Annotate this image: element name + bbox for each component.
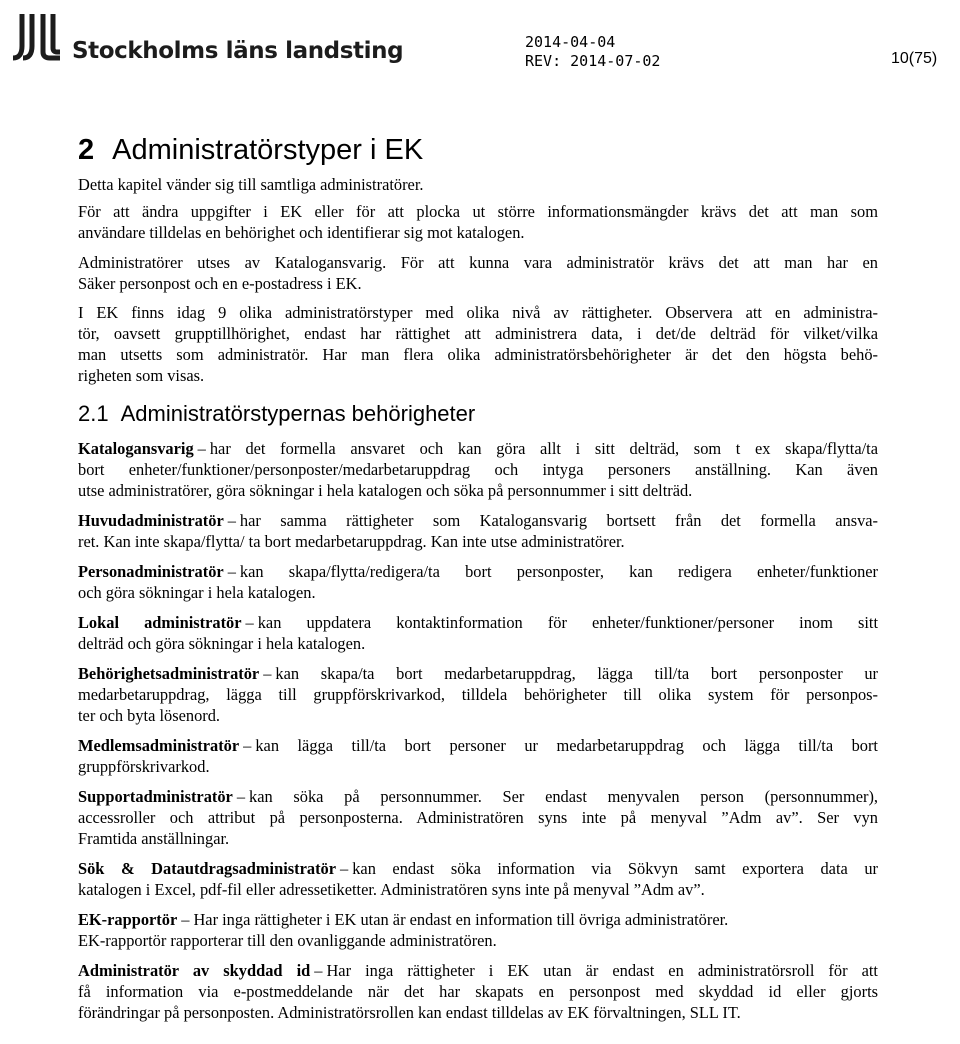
role-description: ret. Kan inte skapa/flytta/ ta bort medarbetaruppdrag. Kan inte utse administratörer. bbox=[78, 532, 625, 551]
page-header bbox=[0, 0, 960, 80]
document-date: 2014-04-04 bbox=[525, 33, 616, 51]
sll-logo bbox=[10, 12, 404, 68]
role-description: kan endast söka information via Sökvyn samt exportera data ur bbox=[352, 859, 878, 878]
role-description: EK-rapportör rapporterar till den ovanliggande administratören. bbox=[78, 931, 497, 950]
role-dash: – bbox=[243, 736, 252, 755]
role-term: Behörighetsadministratör bbox=[78, 664, 260, 683]
role-description: Har inga rättigheter i EK utan är endast en administratörsroll för att bbox=[326, 961, 878, 980]
role-description: kan skapa/ta bort medarbetaruppdrag, lägga till/ta bort personposter ur bbox=[275, 664, 878, 683]
role-description: kan söka på personnummer. Ser endast menyvalen person (personnummer), bbox=[249, 787, 878, 806]
page-number: 10(75) bbox=[891, 50, 938, 67]
role-katalogansvarig bbox=[78, 438, 878, 501]
role-lokal-administrator bbox=[78, 612, 878, 654]
role-description: gruppförskrivarkod. bbox=[78, 757, 210, 776]
role-term: Huvudadministratör bbox=[78, 511, 224, 530]
section-number: 2 bbox=[78, 134, 95, 166]
role-dash: – bbox=[263, 664, 272, 683]
section-title: Administratörstyper i EK bbox=[112, 134, 424, 166]
section-heading bbox=[78, 130, 878, 170]
role-dash: – bbox=[227, 511, 236, 530]
role-dash: – bbox=[227, 562, 236, 581]
subsection-title: Administratörstypernas behörigheter bbox=[120, 401, 476, 426]
role-description: Framtida anställningar. bbox=[78, 829, 230, 848]
role-term: Medlemsadministratör bbox=[78, 736, 240, 755]
org-name: Stockholms läns landsting bbox=[72, 38, 404, 64]
revision-date: REV: 2014-07-02 bbox=[525, 52, 661, 70]
role-description: accessroller och attribut på personposterna. Administratören syns inte på menyval ”Adm av”. Ser vyn bbox=[78, 808, 878, 827]
intro-line: Detta kapitel vänder sig till samtliga administratörer. bbox=[78, 175, 424, 194]
paragraph-line: För att ändra uppgifter i EK eller för att plocka ut större informationsmängder krävs det att man som bbox=[78, 202, 878, 221]
role-description: ter och byta lösenord. bbox=[78, 706, 221, 725]
subsection-heading bbox=[78, 399, 878, 429]
paragraph-line: användare tilldelas en behörighet och identifierar sig mot katalogen. bbox=[78, 223, 525, 242]
role-description: Har inga rättigheter i EK utan är endast en information till övriga administratörer. bbox=[193, 910, 729, 929]
role-description: har det formella ansvaret och kan göra allt i sitt delträd, som t ex skapa/flytta/ta bbox=[209, 439, 878, 458]
role-description: delträd och göra sökningar i hela katalogen. bbox=[78, 634, 366, 653]
role-dash: – bbox=[181, 910, 190, 929]
role-personadministrator bbox=[78, 561, 878, 603]
role-term: Sök & Datautdragsadministratör bbox=[78, 859, 337, 878]
role-description: kan skapa/flytta/redigera/ta bort personposter, kan redigera enheter/funktioner bbox=[239, 562, 878, 581]
subsection-number: 2.1 bbox=[78, 401, 109, 426]
role-description: utse administratörer, göra sökningar i hela katalogen och söka på personnummer i sitt delträd. bbox=[78, 481, 693, 500]
role-dash: – bbox=[340, 859, 349, 878]
role-huvudadministrator bbox=[78, 510, 878, 552]
role-ek-rapportor bbox=[78, 909, 878, 951]
role-term: Lokal administratör bbox=[78, 613, 242, 632]
role-description: medarbetaruppdrag, lägga till gruppförskrivarkod, tilldela behörigheter till olika system för personpos- bbox=[78, 685, 878, 704]
role-dash: – bbox=[245, 613, 254, 632]
paragraph-3 bbox=[78, 302, 878, 386]
role-term: EK-rapportör bbox=[78, 910, 178, 929]
sll-logo-icon bbox=[10, 12, 70, 68]
role-dash: – bbox=[236, 787, 246, 806]
paragraph-line: tör, oavsett grupptillhörighet, endast har rättighet att administrera data, i det/de delträd för vilket/vilka bbox=[78, 324, 878, 343]
role-dash: – bbox=[197, 439, 206, 458]
role-behorighetsadministrator bbox=[78, 663, 878, 726]
role-description: och göra sökningar i hela katalogen. bbox=[78, 583, 316, 602]
document-body bbox=[78, 130, 878, 1023]
paragraph-2 bbox=[78, 252, 878, 294]
role-description: bort enheter/funktioner/personposter/medarbetaruppdrag och intyga personers anställning. Kan även bbox=[78, 460, 878, 479]
role-term: Supportadministratör bbox=[78, 787, 233, 806]
role-term: Personadministratör bbox=[78, 562, 224, 581]
role-administrator-skyddad-id bbox=[78, 960, 878, 1023]
paragraph-line: righeten som visas. bbox=[78, 366, 205, 385]
role-list bbox=[78, 438, 878, 1023]
role-supportadministrator bbox=[78, 786, 878, 849]
paragraph-1 bbox=[78, 201, 878, 243]
role-term: Katalogansvarig bbox=[78, 439, 194, 458]
role-dash: – bbox=[314, 961, 323, 980]
paragraph-line: Administratörer utses av Katalogansvarig. För att kunna vara administratör krävs det att man har en bbox=[78, 253, 878, 272]
intro-paragraph bbox=[78, 174, 878, 195]
role-description: få information via e-postmeddelande när det har skapats en personpost med skyddad id eller gjorts bbox=[78, 982, 878, 1001]
role-sok-datautdragsadministrator bbox=[78, 858, 878, 900]
role-description: katalogen i Excel, pdf-fil eller adressetiketter. Administratören syns inte på menyval ”Adm av”. bbox=[78, 880, 705, 899]
role-description: kan lägga till/ta bort personer ur medarbetaruppdrag och lägga till/ta bort bbox=[255, 736, 878, 755]
role-description: har samma rättigheter som Katalogansvarig bortsett från det formella ansva- bbox=[239, 511, 878, 530]
role-description: förändringar på personposten. Administratörsrollen kan endast tilldelas av EK förvaltningen, SLL IT. bbox=[78, 1003, 741, 1022]
paragraph-line: I EK finns idag 9 olika administratörstyper med olika nivå av rättigheter. Observera att en administra- bbox=[78, 303, 878, 322]
role-term: Administratör av skyddad id bbox=[78, 961, 311, 980]
paragraph-line: man utsetts som administratör. Har man flera olika administratörsbehörigheter är det den högsta behö- bbox=[78, 345, 878, 364]
role-description: kan uppdatera kontaktinformation för enheter/funktioner/personer inom sitt bbox=[257, 613, 878, 632]
role-medlemsadministrator bbox=[78, 735, 878, 777]
paragraph-line: Säker personpost och en e-postadress i EK. bbox=[78, 274, 362, 293]
